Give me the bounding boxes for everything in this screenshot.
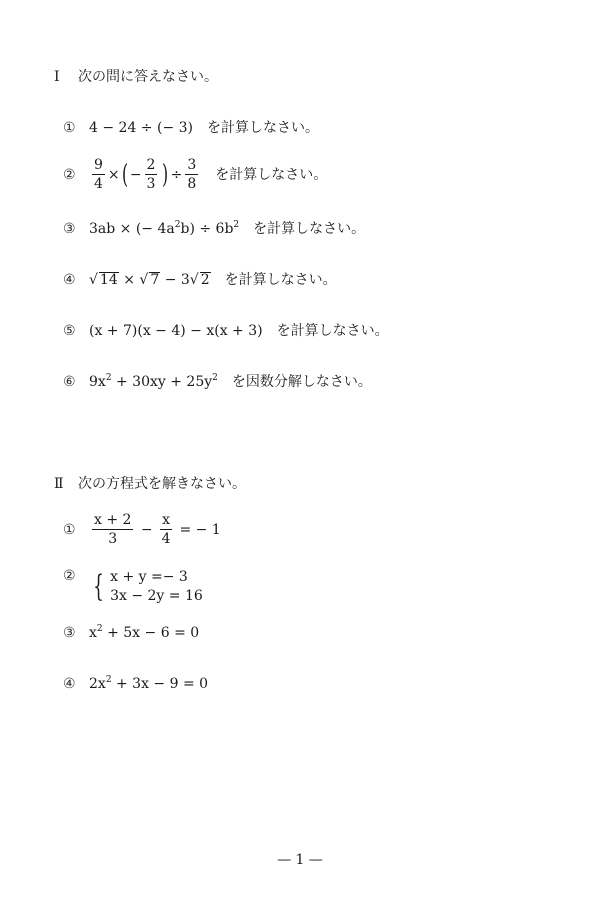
page-number: — 1 — bbox=[277, 852, 323, 868]
problem-task: を計算しなさい。 bbox=[224, 272, 337, 288]
problem-expression-part: + 5x − 6 = 0 bbox=[102, 625, 200, 641]
exponent: 2 bbox=[212, 373, 218, 383]
problem-1-3 bbox=[63, 218, 365, 238]
section-2-heading bbox=[54, 473, 246, 493]
radicand: 14 bbox=[99, 272, 118, 288]
section-1-instruction: 次の問に答えなさい。 bbox=[78, 69, 218, 85]
exponent: 2 bbox=[96, 624, 103, 634]
section-2-instruction: 次の方程式を解きなさい。 bbox=[78, 476, 246, 492]
problem-1-6 bbox=[63, 371, 372, 391]
fraction-denominator: 4 bbox=[94, 176, 103, 192]
radical-sign: √ bbox=[89, 272, 98, 288]
problem-task: を因数分解しなさい。 bbox=[231, 374, 372, 390]
problem-task: を計算しなさい。 bbox=[276, 323, 389, 339]
problem-expression-part: 2x bbox=[89, 676, 106, 692]
close-paren: ) bbox=[162, 160, 169, 190]
fraction bbox=[160, 513, 172, 547]
problem-marker: ⑤ bbox=[63, 323, 76, 339]
exponent: 2 bbox=[105, 675, 112, 685]
problem-expression-part: + 30xy + 25y bbox=[111, 374, 213, 390]
fraction-denominator: 4 bbox=[161, 531, 171, 547]
fraction-denominator: 8 bbox=[187, 176, 197, 192]
problem-marker: ① bbox=[63, 120, 76, 136]
problem-expression-part: + 3x − 9 = 0 bbox=[111, 676, 209, 692]
fraction-numerator: 2 bbox=[146, 157, 156, 173]
radical-sign: √ bbox=[139, 272, 149, 288]
minus-sign: − bbox=[140, 522, 153, 538]
equation-1: x + y =− 3 bbox=[110, 569, 188, 585]
problem-expression-part: b) ÷ 6b bbox=[180, 221, 234, 237]
right-hand-side: = − 1 bbox=[179, 522, 221, 538]
equation-2: 3x − 2y = 16 bbox=[110, 588, 203, 604]
minus-sign: − bbox=[129, 167, 142, 183]
fraction bbox=[92, 158, 105, 192]
problem-2-2 bbox=[63, 568, 203, 606]
problem-task: を計算しなさい。 bbox=[253, 221, 366, 237]
fraction bbox=[185, 158, 198, 192]
problem-2-1 bbox=[63, 513, 221, 547]
fraction-numerator: x + 2 bbox=[94, 512, 132, 528]
problem-expression: 4 − 24 ÷ (− 3) bbox=[89, 120, 193, 136]
radicand: 2 bbox=[200, 272, 210, 288]
section-1-heading bbox=[54, 66, 218, 86]
problem-1-5 bbox=[63, 320, 389, 340]
problem-marker: ② bbox=[63, 167, 76, 183]
fraction-denominator: 3 bbox=[146, 176, 156, 192]
problem-1-4 bbox=[63, 269, 337, 289]
problem-marker: ② bbox=[63, 568, 76, 584]
problem-expression: (x + 7)(x − 4) − x(x + 3) bbox=[89, 323, 263, 339]
problem-marker: ③ bbox=[63, 625, 76, 641]
fraction-denominator: 3 bbox=[108, 531, 118, 547]
section-2-numeral: Ⅱ bbox=[54, 476, 64, 492]
problem-marker: ⑥ bbox=[63, 374, 76, 390]
problem-task: を計算しなさい。 bbox=[215, 167, 328, 183]
exponent: 2 bbox=[233, 220, 240, 230]
exponent: 2 bbox=[174, 220, 181, 230]
radicand: 7 bbox=[150, 272, 160, 288]
radical-sign: √ bbox=[189, 272, 199, 288]
problem-marker: ④ bbox=[63, 272, 76, 288]
problem-expression-part: x bbox=[89, 625, 97, 641]
problem-expression-part: 9x bbox=[89, 374, 106, 390]
equation-system bbox=[110, 568, 203, 606]
fraction bbox=[92, 513, 133, 547]
problem-1-1 bbox=[63, 117, 319, 137]
problem-marker: ④ bbox=[63, 676, 76, 692]
times-sign: × bbox=[123, 272, 135, 288]
exponent: 2 bbox=[105, 373, 112, 383]
minus-term: − 3 bbox=[164, 272, 190, 288]
problem-2-3 bbox=[63, 625, 199, 641]
problem-task: を計算しなさい。 bbox=[207, 120, 319, 136]
problem-2-4 bbox=[63, 676, 208, 692]
section-1-numeral: Ⅰ bbox=[54, 69, 60, 85]
times-sign: × bbox=[107, 167, 120, 183]
left-brace: { bbox=[93, 569, 104, 604]
problem-1-2 bbox=[63, 158, 327, 192]
open-paren: ( bbox=[121, 160, 128, 190]
problem-expression-part: 3ab × (− 4a bbox=[89, 221, 175, 237]
problem-marker: ③ bbox=[63, 221, 76, 237]
problem-marker: ① bbox=[63, 522, 76, 538]
fraction-numerator: 9 bbox=[94, 157, 103, 173]
fraction-numerator: 3 bbox=[187, 157, 197, 173]
divide-sign: ÷ bbox=[170, 167, 183, 183]
fraction bbox=[145, 158, 158, 192]
fraction-numerator: x bbox=[162, 512, 170, 528]
